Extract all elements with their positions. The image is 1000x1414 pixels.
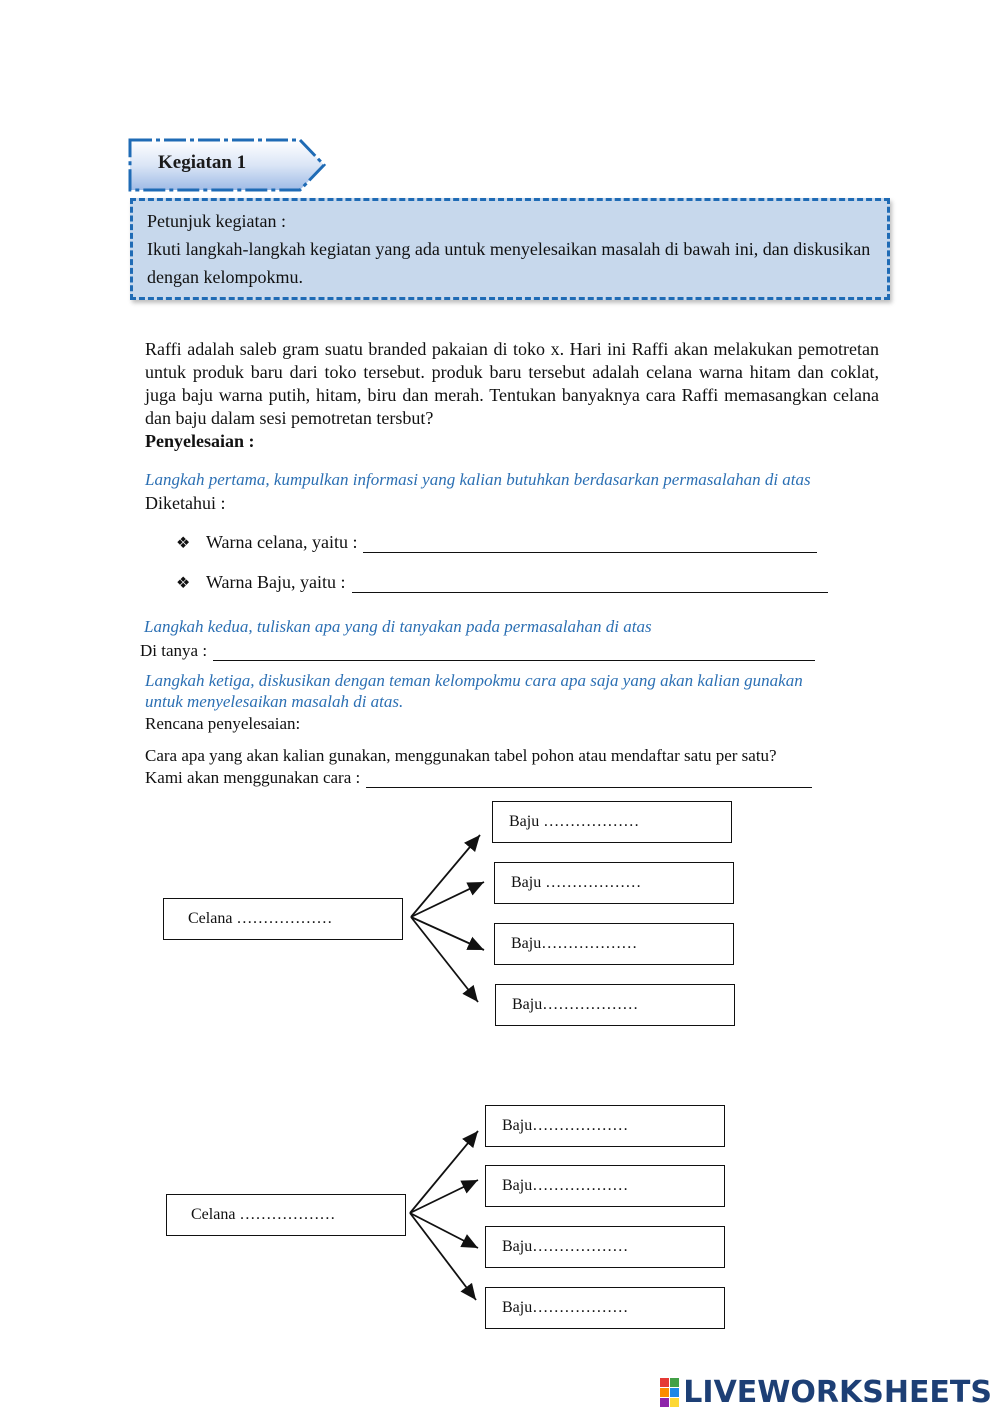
tree1-arrow-4 (411, 917, 478, 1002)
problem-statement (145, 338, 879, 453)
problem-text: Raffi adalah saleb gram suatu branded pakaian di toko x. Hari ini Raffi akan melakukan pemotretan untuk produk baru dari toko tersebut. produk baru tersebut adalah celana warna hitam dan coklat, juga baju warna putih, hitam, biru dan merah. Tentukan banyaknya cara Raffi memasangkan celana dan baju dalam sesi pemotretan tersbut? (145, 339, 879, 428)
asked-label: Di tanya : (140, 641, 208, 660)
tree2-arrow-3 (410, 1213, 478, 1248)
pants-color-field[interactable] (363, 534, 817, 553)
tree1-arrow-3 (411, 917, 484, 950)
step3-instruction-line1: Langkah ketiga, diskusikan dengan teman kelompokmu cara apa saja yang akan kalian gunakan (145, 671, 803, 690)
pants-color-label: Warna celana, yaitu : (206, 532, 358, 552)
activity-tab (128, 138, 328, 192)
tree1-arrow-2 (411, 882, 484, 917)
method-row (145, 768, 812, 788)
logo-blocks-icon (660, 1378, 679, 1407)
step3-instruction-line2: untuk menyelesaikan masalah di atas. (145, 692, 404, 711)
method-question: Cara apa yang akan kalian gunakan, menggunakan tabel pohon atau mendaftar satu per satu? (145, 746, 777, 765)
method-field[interactable] (366, 769, 812, 788)
tree2-arrow-2 (410, 1180, 478, 1213)
tree1-branch-1[interactable]: Baju ……………… (492, 801, 732, 843)
tree2-branch-1[interactable]: Baju……………… (485, 1105, 725, 1147)
instruction-title: Petunjuk kegiatan : (147, 211, 286, 231)
step2-instruction: Langkah kedua, tuliskan apa yang di tanyakan pada permasalahan di atas (144, 617, 652, 636)
shirt-color-label: Warna Baju, yaitu : (206, 572, 346, 592)
tree2-root-box[interactable]: Celana ……………… (166, 1194, 406, 1236)
diamond-bullet-icon: ❖ (176, 575, 191, 592)
tree2-arrow-4 (410, 1213, 476, 1300)
tree1-branch-4[interactable]: Baju……………… (495, 984, 735, 1026)
tree1-branch-2[interactable]: Baju ……………… (494, 862, 734, 904)
method-label: Kami akan menggunakan cara : (145, 768, 361, 787)
liveworksheets-logo (660, 1375, 992, 1410)
asked-row (140, 641, 815, 661)
asked-field[interactable] (213, 642, 815, 661)
tree2-arrow-1 (410, 1131, 478, 1213)
tree2-branch-3[interactable]: Baju……………… (485, 1226, 725, 1268)
activity-title: Kegiatan 1 (158, 152, 247, 173)
tree1-root-box[interactable]: Celana ……………… (163, 898, 403, 940)
plan-label: Rencana penyelesaian: (145, 714, 301, 733)
shirt-color-field[interactable] (352, 574, 828, 593)
solution-heading: Penyelesaian : (145, 431, 255, 451)
tree1-branch-3[interactable]: Baju……………… (494, 923, 734, 965)
known-item-shirt (176, 572, 828, 593)
tree2-branch-2[interactable]: Baju……………… (485, 1165, 725, 1207)
instruction-text: Ikuti langkah-langkah kegiatan yang ada untuk menyelesaikan masalah di bawah ini, dan diskusikan dengan kelompokmu. (147, 239, 871, 287)
instruction-box (130, 198, 890, 300)
logo-text: LIVEWORKSHEETS (683, 1375, 992, 1410)
tree2-branch-4[interactable]: Baju……………… (485, 1287, 725, 1329)
known-label: Diketahui : (145, 493, 226, 513)
known-item-pants (176, 532, 817, 553)
step1-instruction: Langkah pertama, kumpulkan informasi yang kalian butuhkan berdasarkan permasalahan di atas (145, 470, 811, 489)
diamond-bullet-icon: ❖ (176, 535, 191, 552)
tree1-arrow-1 (411, 835, 480, 917)
